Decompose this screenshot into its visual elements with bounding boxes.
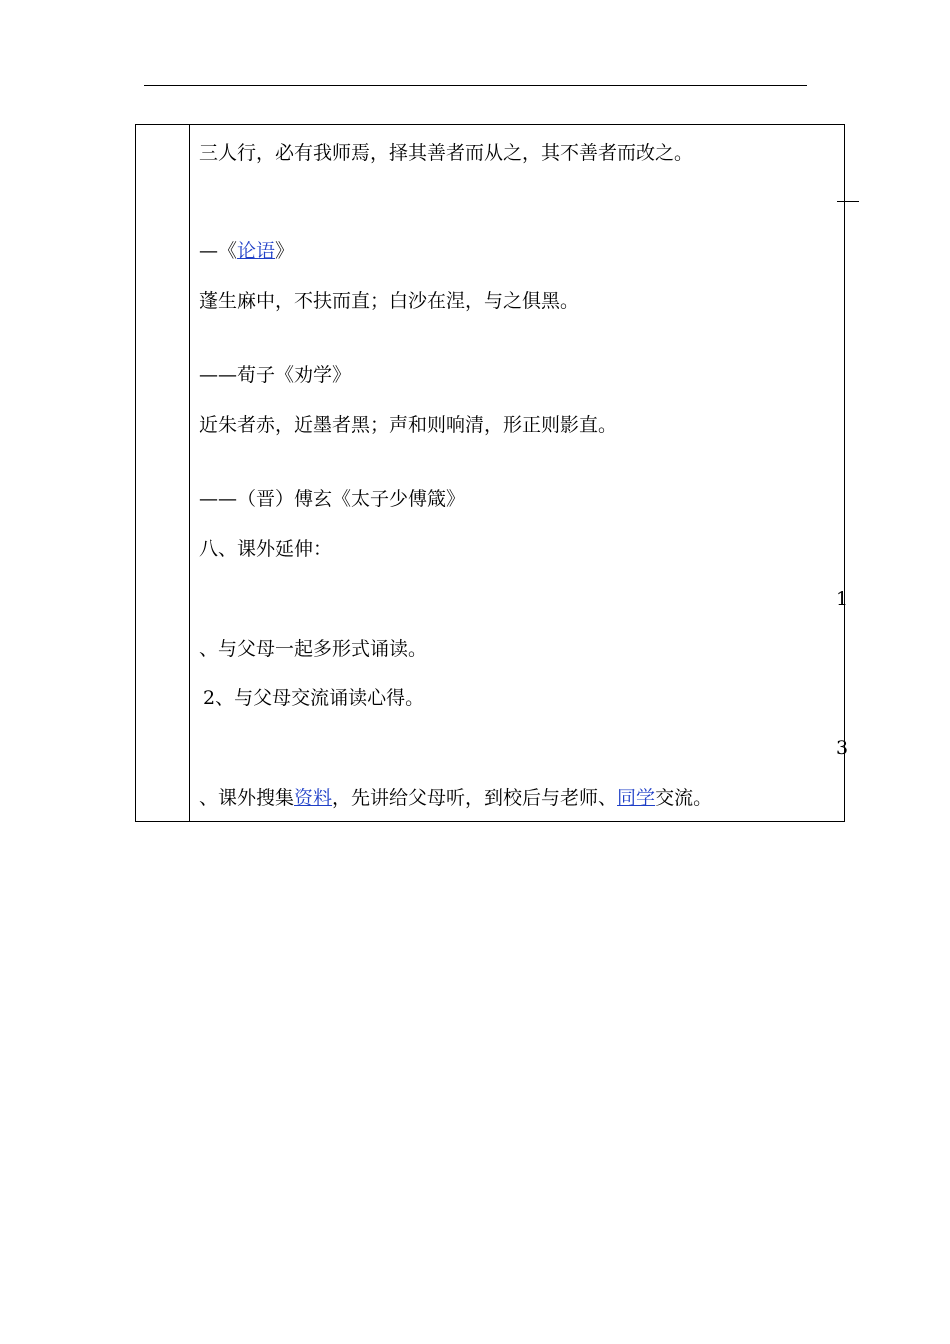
content-table: [135, 124, 845, 822]
header-rule: [144, 85, 807, 86]
quote-line-3: 近朱者赤，近墨者黑；声和则响清，形正则影直。: [199, 414, 618, 436]
source-1-prefix: —《: [199, 240, 238, 262]
item-3-number: 3: [836, 737, 849, 759]
source-1-suffix: 》: [275, 240, 295, 262]
item-3-prefix: 、课外搜集: [199, 787, 295, 809]
source-line-2: ——荀子《劝学》: [199, 364, 352, 386]
tongxue-link[interactable]: 同学: [617, 787, 656, 809]
section-title: 八、课外延伸：: [199, 538, 333, 560]
item-3-text: [199, 786, 712, 810]
source-line-3: ——（晋）傅玄《太子少傅箴》: [199, 488, 466, 510]
item-1-text: 、与父母一起多形式诵读。: [199, 638, 428, 660]
table-column-divider: [189, 124, 190, 822]
item-3-middle: ，先讲给父母听，到校后与老师、: [332, 787, 618, 809]
item-2-text: 2、与父母交流诵读心得。: [203, 687, 425, 709]
lunyu-link[interactable]: 论语: [237, 240, 276, 262]
source-line-1: [199, 239, 294, 263]
item-1-number: 1: [836, 588, 849, 610]
quote-line-1: 三人行，必有我师焉，择其善者而从之，其不善者而改之。: [199, 142, 694, 164]
quote-line-2: 蓬生麻中，不扶而直；白沙在涅，与之俱黑。: [199, 290, 580, 312]
margin-dash: [837, 201, 859, 202]
ziliao-link[interactable]: 资料: [294, 787, 333, 809]
item-3-suffix: 交流。: [655, 787, 713, 809]
